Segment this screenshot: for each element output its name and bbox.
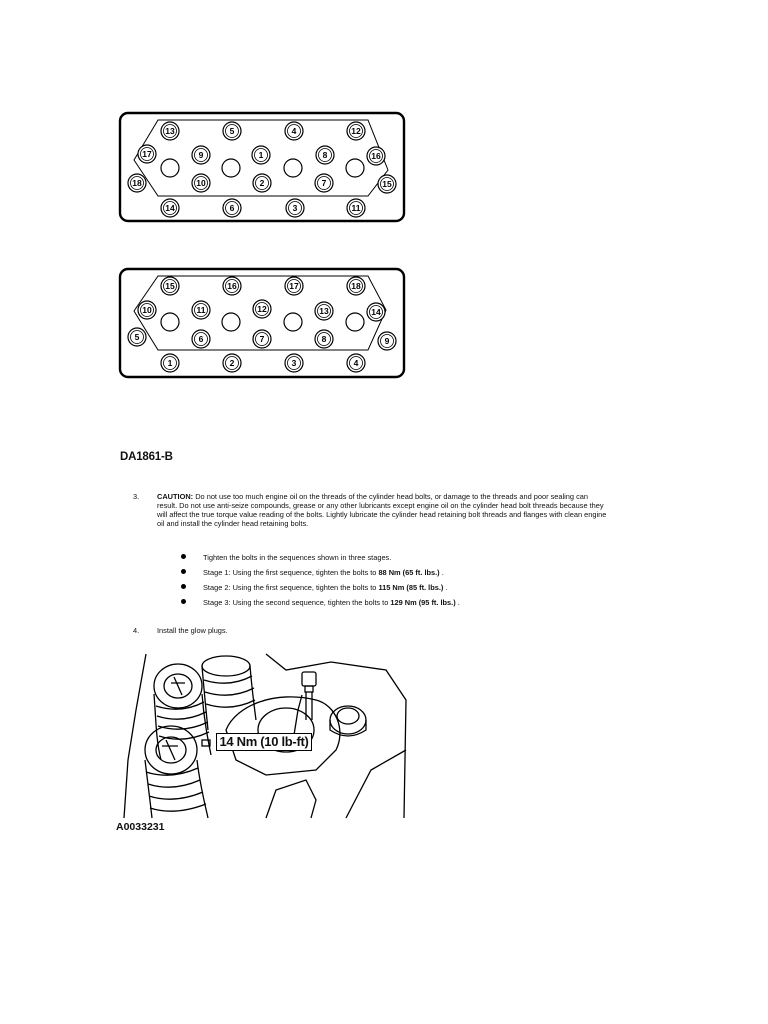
bullet-torque: 129 Nm (95 ft. lbs.)	[390, 598, 456, 607]
bolt-1	[252, 146, 270, 164]
bolt-number: 17	[289, 281, 299, 291]
torque-callout: 14 Nm (10 lb-ft)	[216, 733, 312, 751]
bolt-number: 2	[259, 178, 265, 188]
caution-label: CAUTION:	[157, 492, 194, 501]
bolt-number: 6	[198, 334, 204, 344]
caution-line-2: result. Do not use anti-seize compounds, grease or any other lubricants except engine oil on the cylinder head bolt threads because they	[157, 501, 604, 510]
bolt-number: 8	[322, 150, 328, 160]
bolt-number: 18	[132, 178, 142, 188]
bolt-7	[253, 330, 271, 348]
bolt-number: 13	[319, 306, 329, 316]
step-text: Install the glow plugs.	[157, 626, 228, 635]
bullet-tail: .	[443, 583, 448, 592]
bolt-number: 13	[165, 126, 175, 136]
bolt-number: 8	[321, 334, 327, 344]
bolt-number: 12	[351, 126, 361, 136]
bolt-number: 4	[291, 126, 297, 136]
bolt-10	[192, 174, 210, 192]
bolt-6	[223, 199, 241, 217]
step-number: 4.	[133, 626, 140, 635]
bolt-16	[367, 147, 385, 165]
bolt-number: 7	[321, 178, 327, 188]
bolt-13	[315, 302, 333, 320]
bullet-text: Stage 1: Using the first sequence, tighten the bolts to	[203, 568, 379, 577]
bolt-4	[347, 354, 365, 372]
head-bolt-sequence-diagram-second	[118, 266, 408, 381]
bullet-text: Stage 3: Using the second sequence, tighten the bolts to	[203, 598, 391, 607]
bolt-17	[285, 277, 303, 295]
bolt-number: 5	[229, 126, 235, 136]
bolt-9	[378, 332, 396, 350]
bolt-number: 11	[351, 203, 361, 213]
bolt-8	[316, 146, 334, 164]
caution-line-4: oil and install the cylinder head retaining bolts.	[157, 519, 309, 528]
bolt-16	[223, 277, 241, 295]
bullet-torque: 115 Nm (85 ft. lbs.)	[378, 583, 444, 592]
bolt-2	[253, 174, 271, 192]
bolt-number: 2	[229, 358, 235, 368]
bolt-number: 3	[291, 358, 297, 368]
bolt-number: 18	[351, 281, 361, 291]
step-number: 3.	[133, 492, 140, 501]
bolt-18	[347, 277, 365, 295]
bullet-text: Tighten the bolts in the sequences shown in three stages.	[203, 553, 392, 562]
bolt-8	[315, 330, 333, 348]
bullet-tail: .	[455, 598, 460, 607]
bolt-number: 3	[292, 203, 298, 213]
bullet-icon	[181, 599, 186, 604]
bolt-12	[347, 122, 365, 140]
bullet-torque: 88 Nm (65 ft. lbs.)	[378, 568, 440, 577]
bolt-7	[315, 174, 333, 192]
bolt-14	[161, 199, 179, 217]
bolt-number: 15	[382, 179, 392, 189]
bullet-icon	[181, 569, 186, 574]
bolt-6	[192, 330, 210, 348]
bolt-number: 12	[257, 304, 267, 314]
bolt-2	[223, 354, 241, 372]
bolt-5	[223, 122, 241, 140]
bolt-9	[192, 146, 210, 164]
bolt-number: 1	[167, 358, 173, 368]
illustration-id: A0033231	[116, 821, 165, 833]
bolt-number: 17	[142, 149, 152, 159]
bolt-11	[347, 199, 365, 217]
bullet-text: Stage 2: Using the first sequence, tighten the bolts to	[203, 583, 379, 592]
bolt-3	[285, 354, 303, 372]
head-bolt-sequence-diagram-first	[118, 110, 408, 225]
bolt-13	[161, 122, 179, 140]
bolt-4	[285, 122, 303, 140]
bullet-icon	[181, 584, 186, 589]
figure-label: DA1861-B	[120, 451, 173, 463]
bolt-number: 7	[259, 334, 265, 344]
bolt-5	[128, 328, 146, 346]
bolt-number: 4	[353, 358, 359, 368]
bolt-15	[378, 175, 396, 193]
bolt-number: 5	[134, 332, 140, 342]
bolt-number: 11	[196, 305, 206, 315]
bolt-number: 14	[371, 307, 381, 317]
bolt-18	[128, 174, 146, 192]
bolt-number: 10	[196, 178, 206, 188]
bolt-number: 9	[198, 150, 204, 160]
bolt-11	[192, 301, 210, 319]
bolt-number: 15	[165, 281, 175, 291]
bolt-number: 9	[384, 336, 390, 346]
bolt-15	[161, 277, 179, 295]
bullet-icon	[181, 554, 186, 559]
bolt-12	[253, 300, 271, 318]
bolt-3	[286, 199, 304, 217]
bolt-number: 16	[227, 281, 237, 291]
bolt-number: 14	[165, 203, 175, 213]
caution-line-3: will affect the true torque value reading of the bolts. Lightly lubricate the cylinder head retaining bolt threads and flanges with clean engine	[157, 510, 607, 519]
bolt-number: 6	[229, 203, 235, 213]
bolt-17	[138, 145, 156, 163]
caution-line-1: Do not use too much engine oil on the threads of the cylinder head bolts, or damage to the threads and poor sealing can	[195, 492, 588, 501]
bullet-tail: .	[439, 568, 444, 577]
step-text	[157, 492, 677, 528]
bolt-number: 10	[142, 305, 152, 315]
bolt-1	[161, 354, 179, 372]
bolt-10	[138, 301, 156, 319]
bolt-number: 1	[258, 150, 264, 160]
bolt-14	[367, 303, 385, 321]
bolt-number: 16	[371, 151, 381, 161]
